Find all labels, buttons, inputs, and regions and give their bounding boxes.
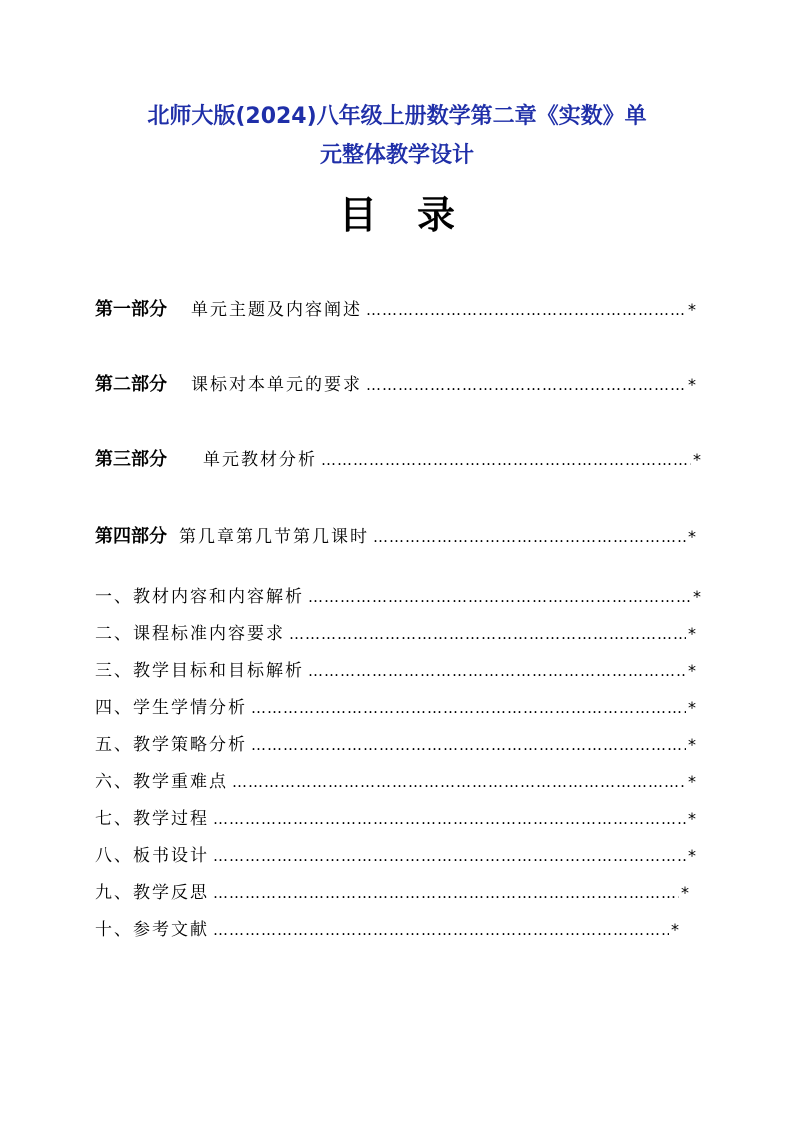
- toc-leader: [213, 843, 686, 869]
- toc-leader: [321, 447, 691, 473]
- toc-item-row[interactable]: [95, 917, 679, 943]
- toc-part-row[interactable]: [95, 524, 696, 550]
- toc-part-row[interactable]: [95, 297, 696, 323]
- toc-leader: [308, 658, 686, 684]
- document-title-line-2: 元整体教学设计: [319, 143, 474, 168]
- toc-leader: [213, 806, 686, 832]
- toc-item-title: 十、参考文献: [95, 920, 209, 940]
- toc-leader: [251, 732, 686, 758]
- toc-leader: [213, 917, 669, 943]
- toc-page-number: *: [688, 735, 696, 754]
- toc-page-number: *: [688, 698, 696, 717]
- toc-item-title: 三、教学目标和目标解析: [95, 661, 304, 681]
- toc-page-number: *: [693, 450, 701, 469]
- toc-page-number: *: [688, 846, 696, 865]
- toc-page-number: *: [681, 883, 689, 902]
- toc-item-title: 二、课程标准内容要求: [95, 624, 285, 644]
- toc-page-number: *: [688, 661, 696, 680]
- toc-leader: [251, 695, 686, 721]
- toc-item-row[interactable]: [95, 658, 696, 684]
- toc-part-title: 课标对本单元的要求: [191, 375, 362, 395]
- toc-item-title: 九、教学反思: [95, 883, 209, 903]
- toc-leader: [366, 297, 686, 323]
- toc-item-title: 七、教学过程: [95, 809, 209, 829]
- toc-item-title: 八、板书设计: [95, 846, 209, 866]
- toc-page-number: *: [688, 809, 696, 828]
- toc-leader: [373, 524, 686, 550]
- toc-item-title: 四、学生学情分析: [95, 698, 247, 718]
- toc-item-title: 六、教学重难点: [95, 772, 228, 792]
- toc-leader: [289, 621, 686, 647]
- toc-item-row[interactable]: [95, 769, 696, 795]
- toc-item-row[interactable]: [95, 880, 689, 906]
- toc-item-row[interactable]: [95, 843, 696, 869]
- toc-page-number: *: [688, 300, 696, 319]
- toc-page-number: *: [693, 587, 701, 606]
- toc-part-title: 第几章第几节第几课时: [179, 527, 369, 547]
- toc-leader: [213, 880, 679, 906]
- toc-leader: [366, 372, 686, 398]
- toc-part-title: 单元主题及内容阐述: [191, 300, 362, 320]
- toc-part-label: 第二部分: [95, 374, 167, 395]
- toc-item-title: 一、教材内容和内容解析: [95, 587, 304, 607]
- toc-heading: 目录: [338, 192, 495, 237]
- toc-item-title: 五、教学策略分析: [95, 735, 247, 755]
- toc-item-row[interactable]: [95, 584, 701, 610]
- toc-page-number: *: [688, 624, 696, 643]
- toc-item-row[interactable]: [95, 695, 696, 721]
- toc-page-number: *: [688, 772, 696, 791]
- toc-leader: [232, 769, 686, 795]
- toc-part-row[interactable]: [95, 372, 696, 398]
- toc-part-label: 第四部分: [95, 526, 167, 547]
- toc-part-title: 单元教材分析: [203, 450, 317, 470]
- toc-item-row[interactable]: [95, 732, 696, 758]
- toc-item-row[interactable]: [95, 806, 696, 832]
- toc-leader: [308, 584, 691, 610]
- toc-part-row[interactable]: [95, 447, 701, 473]
- toc-item-row[interactable]: [95, 621, 696, 647]
- document-title-line-1: 北师大版(2024)八年级上册数学第二章《实数》单: [147, 104, 647, 129]
- toc-page-number: *: [688, 375, 696, 394]
- toc-page-number: *: [671, 920, 679, 939]
- toc-page-number: *: [688, 527, 696, 546]
- toc-part-label: 第一部分: [95, 299, 167, 320]
- toc-part-label: 第三部分: [95, 449, 167, 470]
